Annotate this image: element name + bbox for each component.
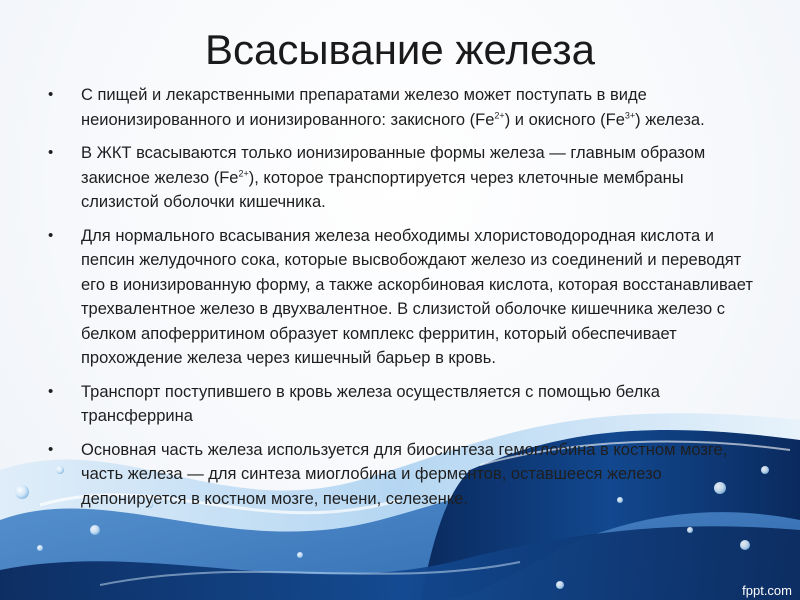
bullet-dot-icon: • — [48, 440, 54, 458]
bullet-item — [48, 438, 753, 512]
superscript-charge: 2+ — [238, 168, 249, 178]
bullet-text-part: Для нормального всасывания железа необходимы хлористоводородная кислота и пепсин желудочного сока, которые высвобождают железо из соединений и переводят его в ионизированную форму, а также аскорбиновая кислота, которая восстанавливает трехвалентное железо в двухвалентное. В слизистой оболочке кишечника железо с белком апоферритином образует комплекс ферритин, который обеспечивает прохождение железа через кишечный барьер в кровь. — [81, 226, 753, 367]
bullet-item — [48, 83, 753, 132]
bullet-list — [48, 83, 753, 520]
bullet-text-part: ) и окисного (Fe — [504, 110, 625, 129]
bullet-dot-icon: • — [48, 144, 54, 161]
bullet-text-part: Транспорт поступившего в кровь железа осуществляется с помощью белка трансферрина — [81, 382, 660, 425]
slide-title: Всасывание железа — [204, 26, 596, 73]
bullet-text-part: С пищей и лекарственными препаратами железо может поступать в виде неионизированного и ионизированного: закисного (Fe — [81, 86, 647, 129]
bullet-dot-icon: • — [48, 382, 54, 400]
bullet-text-part: Основная часть железа используется для биосинтеза гемоглобина в костном мозге, часть железа — для синтеза миоглобина и ферментов, оставшееся железо депонируется в костном мозге, печени, селезенке. — [81, 440, 728, 508]
bullet-dot-icon: • — [48, 226, 54, 244]
bullet-text-part: ) железа. — [635, 110, 705, 129]
watermark: fppt.com — [742, 583, 792, 598]
bullet-item — [48, 380, 753, 429]
superscript-charge: 2+ — [494, 110, 505, 120]
bullet-text-part: ), которое транспортируется через клеточные мембраны слизистой оболочки кишечника. — [81, 168, 684, 211]
bullet-dot-icon: • — [48, 86, 54, 103]
bullet-item — [48, 224, 753, 371]
bullet-text-part: В ЖКТ всасываются только ионизированные формы железа — главным образом закисное железо (Fe — [81, 144, 706, 187]
superscript-charge: 3+ — [624, 110, 636, 120]
bullet-item — [48, 141, 753, 215]
